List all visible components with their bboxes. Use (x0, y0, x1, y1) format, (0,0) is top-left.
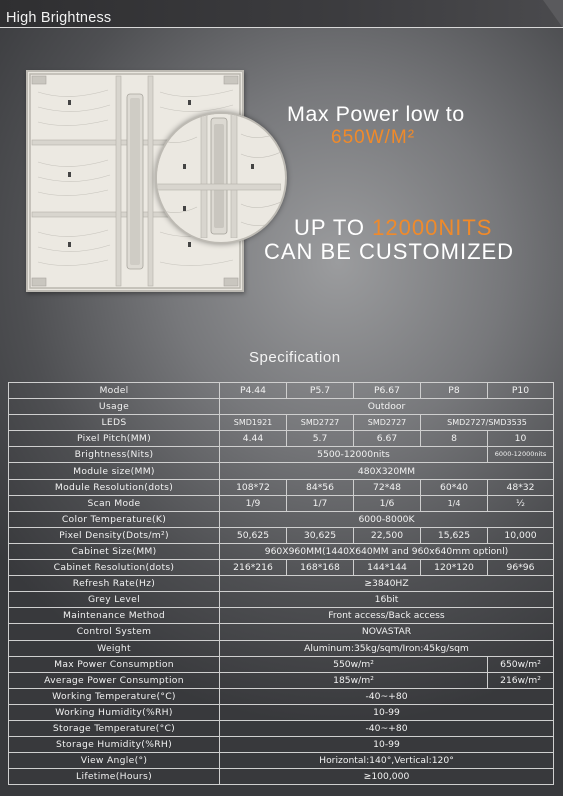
spec-cell: 650w/m² (488, 656, 554, 672)
promo-power-value: 650W/M² (331, 127, 416, 148)
spec-cell: 6000-12000nits (488, 447, 554, 463)
header-divider (0, 27, 563, 28)
spec-cell: P10 (488, 383, 554, 399)
spec-cell: 480X320MM (220, 463, 554, 479)
spec-cell: 10-99 (220, 704, 554, 720)
table-row (9, 447, 554, 463)
spec-cell: 10 (488, 431, 554, 447)
spec-row-label: Storage Humidity(%RH) (9, 737, 220, 753)
spec-cell: 72*48 (354, 479, 421, 495)
spec-cell: 1/7 (287, 495, 354, 511)
spec-row-label: Max Power Consumption (9, 656, 220, 672)
spec-cell: 5500-12000nits (220, 447, 488, 463)
promo-brightness-prefix: UP TO (294, 215, 373, 240)
spec-cell: NOVASTAR (220, 624, 554, 640)
spec-cell: 96*96 (488, 560, 554, 576)
spec-cell: P5.7 (287, 383, 354, 399)
spec-cell: ½ (488, 495, 554, 511)
spec-row-label: Grey Level (9, 592, 220, 608)
spec-cell: 50,625 (220, 527, 287, 543)
spec-row-label: Model (9, 383, 220, 399)
table-row (9, 463, 554, 479)
table-row (9, 753, 554, 769)
spec-cell: 48*32 (488, 479, 554, 495)
spec-cell: 1/9 (220, 495, 287, 511)
spec-row-label: Cabinet Size(MM) (9, 543, 220, 559)
spec-cell: 15,625 (421, 527, 488, 543)
spec-cell: P6.67 (354, 383, 421, 399)
table-row (9, 737, 554, 753)
table-row (9, 511, 554, 527)
promo-customized-text: CAN BE CUSTOMIZED (264, 239, 515, 264)
table-row (9, 704, 554, 720)
spec-table (8, 382, 554, 785)
spec-cell: P4.44 (220, 383, 287, 399)
spec-cell: 5.7 (287, 431, 354, 447)
spec-row-label: Refresh Rate(Hz) (9, 576, 220, 592)
cabinet-detail-illustration (157, 114, 281, 238)
spec-cell: 185w/m² (220, 672, 488, 688)
spec-cell: 550w/m² (220, 656, 488, 672)
table-row (9, 399, 554, 415)
table-row (9, 720, 554, 736)
spec-cell: 108*72 (220, 479, 287, 495)
spec-cell: P8 (421, 383, 488, 399)
header-title: High Brightness (6, 10, 112, 26)
spec-cell: 1/4 (421, 495, 488, 511)
spec-row-label: Usage (9, 399, 220, 415)
spec-cell: SMD2727 (287, 415, 354, 431)
table-row (9, 688, 554, 704)
spec-row-label: Average Power Consumption (9, 672, 220, 688)
spec-cell: Outdoor (220, 399, 554, 415)
spec-cell: Front access/Back access (220, 608, 554, 624)
spec-table-body (9, 383, 554, 785)
table-row (9, 383, 554, 399)
spec-cell: 6.67 (354, 431, 421, 447)
spec-row-label: Module Resolution(dots) (9, 479, 220, 495)
spec-title: Specification (249, 349, 341, 366)
spec-row-label: LEDS (9, 415, 220, 431)
promo-brightness-heading (294, 215, 492, 241)
table-row (9, 640, 554, 656)
spec-cell: 120*120 (421, 560, 488, 576)
spec-cell: Aluminum:35kg/sqm/Iron:45kg/sqm (220, 640, 554, 656)
spec-cell: ≥3840HZ (220, 576, 554, 592)
cabinet-detail-zoom (155, 112, 287, 244)
spec-cell: 10-99 (220, 737, 554, 753)
spec-cell: Horizontal:140°,Vertical:120° (220, 753, 554, 769)
spec-row-label: View Angle(°) (9, 753, 220, 769)
spec-cell: 10,000 (488, 527, 554, 543)
spec-cell: 22,500 (354, 527, 421, 543)
table-row (9, 527, 554, 543)
spec-row-label: Working Temperature(°C) (9, 688, 220, 704)
spec-row-label: Brightness(Nits) (9, 447, 220, 463)
spec-cell: SMD2727/SMD3535 (421, 415, 554, 431)
table-row (9, 495, 554, 511)
table-row (9, 479, 554, 495)
spec-cell: 168*168 (287, 560, 354, 576)
header-bar (0, 0, 563, 28)
spec-cell: 6000-8000K (220, 511, 554, 527)
spec-row-label: Weight (9, 640, 220, 656)
spec-row-label: Color Temperature(K) (9, 511, 220, 527)
spec-row-label: Maintenance Method (9, 608, 220, 624)
spec-cell: 1/6 (354, 495, 421, 511)
spec-cell: 30,625 (287, 527, 354, 543)
spec-row-label: Scan Mode (9, 495, 220, 511)
table-row (9, 624, 554, 640)
header-corner-decoration (543, 0, 563, 28)
table-row (9, 560, 554, 576)
spec-row-label: Storage Temperature(°C) (9, 720, 220, 736)
spec-cell: 84*56 (287, 479, 354, 495)
spec-row-label: Lifetime(Hours) (9, 769, 220, 785)
spec-cell: 216w/m² (488, 672, 554, 688)
table-row (9, 576, 554, 592)
spec-cell: 144*144 (354, 560, 421, 576)
table-row (9, 415, 554, 431)
table-row (9, 543, 554, 559)
table-row (9, 592, 554, 608)
spec-row-label: Control System (9, 624, 220, 640)
spec-cell: 16bit (220, 592, 554, 608)
promo-power-heading: Max Power low to (287, 102, 465, 126)
spec-cell: 216*216 (220, 560, 287, 576)
spec-cell: -40~+80 (220, 688, 554, 704)
spec-cell: 960X960MM(1440X640MM and 960x640mm optionl) (220, 543, 554, 559)
spec-row-label: Pixel Density(Dots/m²) (9, 527, 220, 543)
spec-cell: SMD2727 (354, 415, 421, 431)
spec-cell: ≥100,000 (220, 769, 554, 785)
spec-cell: 60*40 (421, 479, 488, 495)
spec-cell: 8 (421, 431, 488, 447)
spec-row-label: Pixel Pitch(MM) (9, 431, 220, 447)
spec-row-label: Working Humidity(%RH) (9, 704, 220, 720)
spec-cell: SMD1921 (220, 415, 287, 431)
promo-brightness-value: 12000NITS (372, 215, 493, 240)
table-row (9, 656, 554, 672)
spec-cell: 4.44 (220, 431, 287, 447)
spec-row-label: Cabinet Resolution(dots) (9, 560, 220, 576)
table-row (9, 769, 554, 785)
spec-cell: -40~+80 (220, 720, 554, 736)
table-row (9, 608, 554, 624)
spec-row-label: Module size(MM) (9, 463, 220, 479)
table-row (9, 672, 554, 688)
table-row (9, 431, 554, 447)
